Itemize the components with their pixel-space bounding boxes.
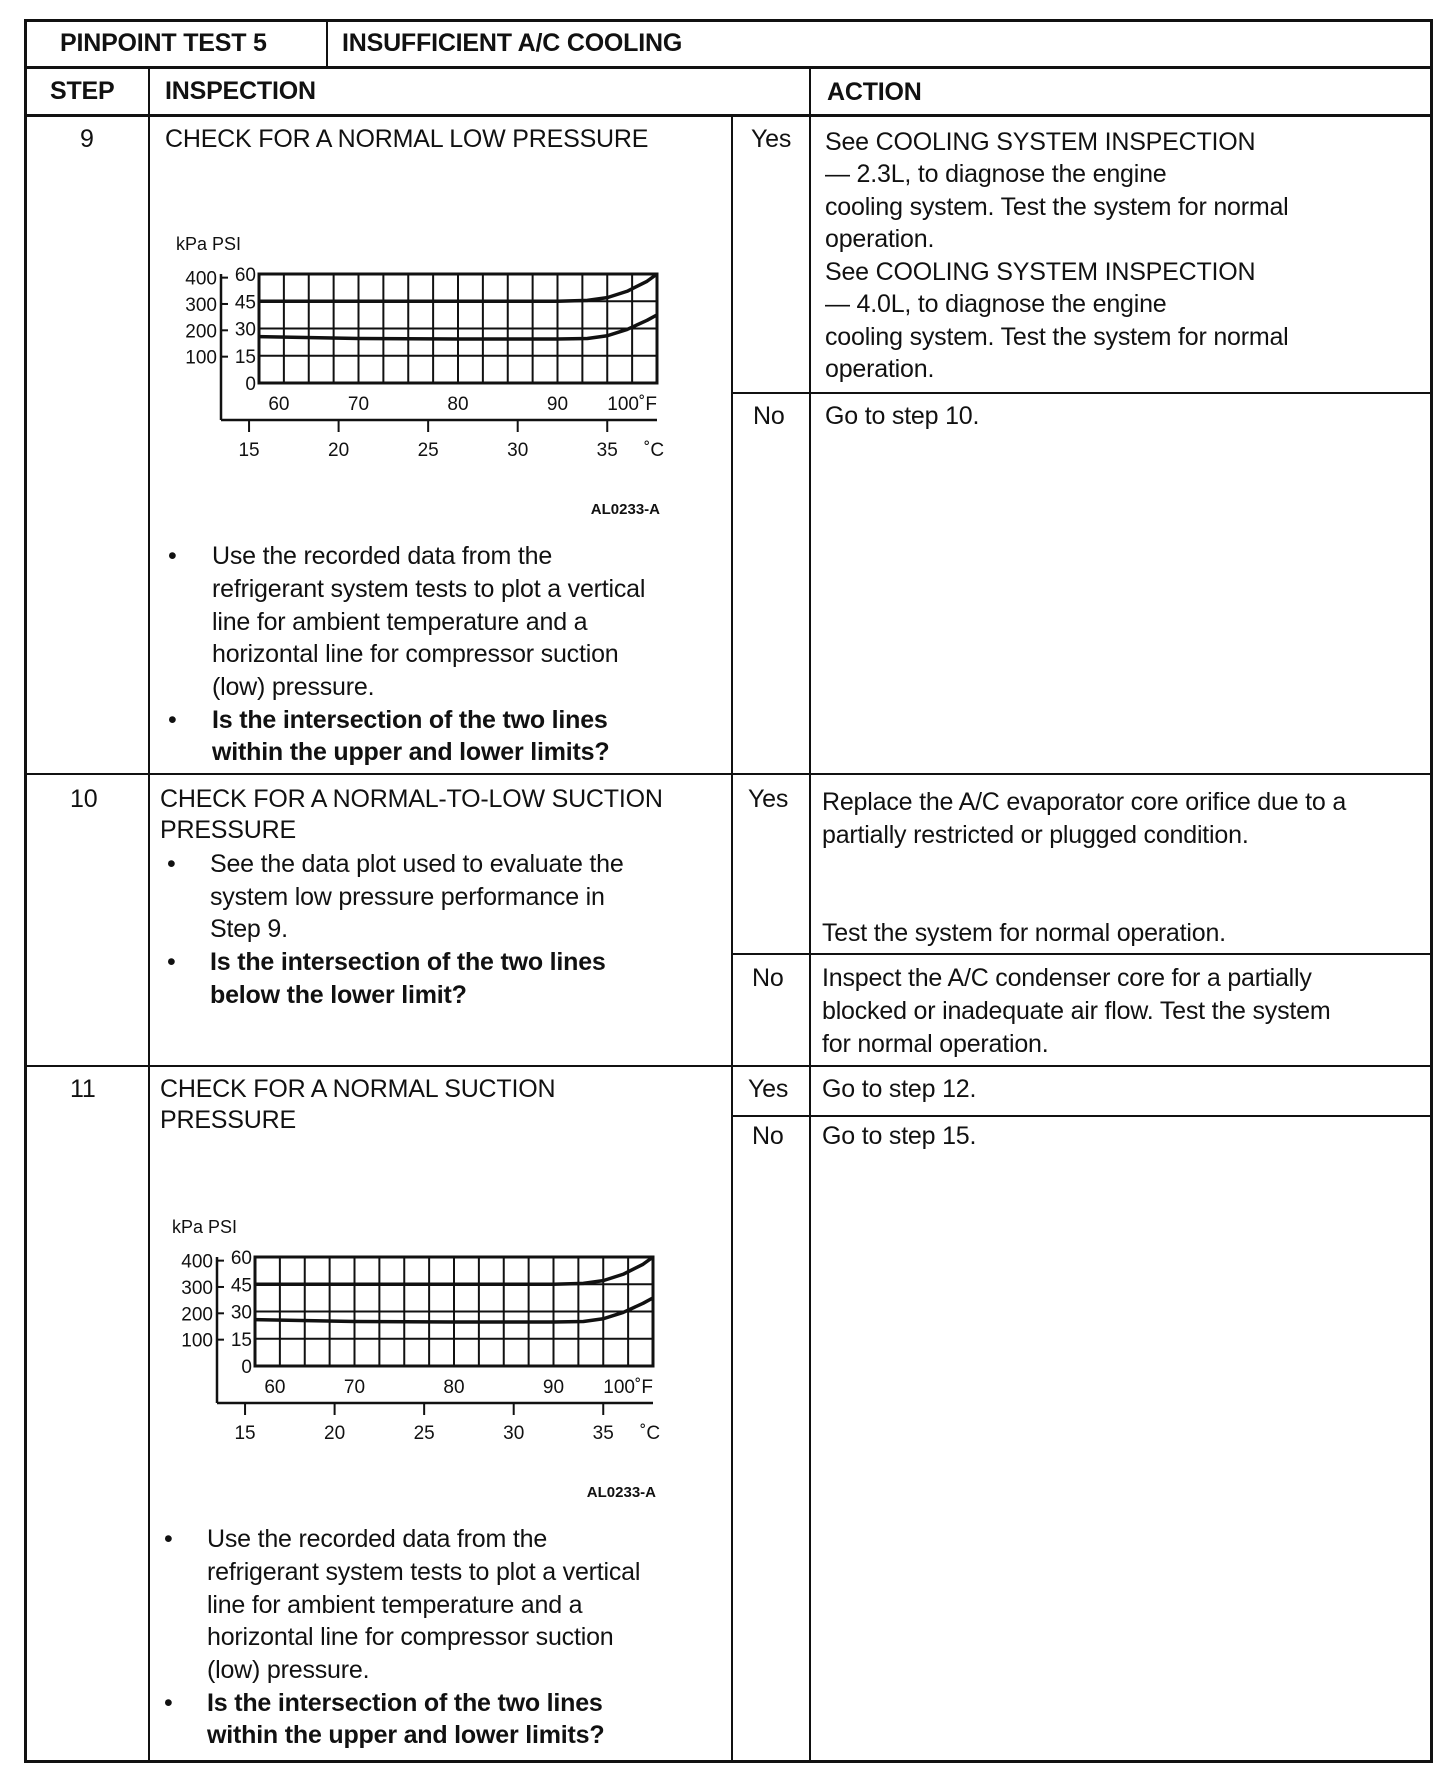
no-action-text: Inspect the A/C condenser core for a partially: [822, 964, 1312, 992]
inspection-column-divider: [731, 114, 733, 1760]
column-header-step: STEP: [50, 77, 115, 105]
bullet-icon: •: [167, 948, 176, 976]
psi-tick-label: 0: [245, 374, 256, 395]
psi-tick-label: 15: [230, 1329, 252, 1351]
psi-tick-label: 30: [230, 1302, 252, 1324]
step-number: 10: [70, 785, 98, 813]
yes-no-divider: [731, 953, 1430, 955]
step-column-divider: [148, 66, 150, 1760]
y-axis-label: kPa PSI: [172, 1217, 238, 1237]
no-action-text: for normal operation.: [822, 1030, 1049, 1058]
figure-id: AL0233-A: [590, 501, 660, 518]
yes-action-text: cooling system. Test the system for normal: [825, 323, 1289, 351]
no-action-text: Go to step 15.: [822, 1122, 977, 1150]
fahrenheit-tick-label: 100˚F: [603, 1377, 653, 1398]
yes-action-text: Go to step 12.: [822, 1075, 977, 1103]
celsius-tick-label: 20: [324, 1423, 346, 1444]
bullet-icon: •: [167, 850, 176, 878]
no-label: No: [752, 1122, 784, 1150]
fahrenheit-tick-label: 70: [347, 394, 370, 415]
kpa-tick-label: 400: [181, 1251, 213, 1273]
instruction-text: refrigerant system tests to plot a vertical: [207, 1558, 641, 1586]
instruction-text: horizontal line for compressor suction: [212, 640, 619, 668]
step-number: 9: [80, 125, 94, 153]
celsius-tick-label: 15: [234, 1423, 256, 1444]
fahrenheit-tick-label: 80: [443, 1377, 465, 1398]
psi-tick-label: 30: [234, 319, 256, 341]
step-number: 11: [70, 1075, 96, 1103]
celsius-tick-label: 25: [413, 1423, 435, 1444]
kpa-tick-label: 100: [185, 347, 217, 369]
no-action-text: blocked or inadequate air flow. Test the system: [822, 997, 1331, 1025]
yes-no-divider: [731, 1115, 1430, 1117]
instruction-text: refrigerant system tests to plot a vertical: [212, 575, 646, 603]
psi-tick-label: 60: [230, 1248, 252, 1269]
fahrenheit-tick-label: 90: [542, 1377, 565, 1398]
psi-tick-label: 15: [234, 346, 256, 368]
yes-label: Yes: [748, 1075, 789, 1103]
bullet-icon: •: [168, 706, 177, 734]
pressure-temperature-chart: [156, 1203, 716, 1503]
fahrenheit-tick-label: 70: [343, 1377, 366, 1398]
kpa-tick-label: 200: [181, 1304, 213, 1326]
question-text: within the upper and lower limits?: [212, 738, 610, 766]
yes-action-text: partially restricted or plugged condition.: [822, 821, 1249, 849]
psi-tick-label: 0: [241, 1357, 252, 1378]
yes-action-text: Replace the A/C evaporator core orifice due to a: [822, 788, 1347, 816]
celsius-tick-label: 35: [592, 1423, 614, 1444]
celsius-tick-label: 30: [507, 440, 529, 461]
question-text: Is the intersection of the two lines: [212, 706, 608, 734]
fahrenheit-tick-label: 100˚F: [607, 394, 657, 415]
question-text: within the upper and lower limits?: [207, 1721, 605, 1749]
yes-label: Yes: [748, 785, 789, 813]
instruction-text: horizontal line for compressor suction: [207, 1623, 614, 1651]
question-text: Is the intersection of the two lines: [207, 1689, 603, 1717]
y-axis-label: kPa PSI: [176, 234, 242, 254]
celsius-unit-label: ˚C: [644, 440, 665, 461]
yes-no-divider: [731, 392, 1430, 394]
table-border-right: [1430, 19, 1433, 1763]
instruction-text: system low pressure performance in: [210, 883, 605, 911]
step-title: PRESSURE: [160, 816, 296, 844]
no-label: No: [752, 964, 784, 992]
yes-action-text: operation.: [825, 355, 935, 383]
action-column-divider: [809, 66, 811, 1760]
pinpoint-test-label: PINPOINT TEST 5: [60, 29, 267, 57]
column-header-inspection: INSPECTION: [165, 77, 316, 105]
celsius-tick-label: 20: [328, 440, 350, 461]
header-cell-divider: [326, 19, 328, 67]
row-divider: [24, 1065, 1430, 1067]
psi-tick-label: 60: [234, 265, 256, 286]
yes-action-text: — 4.0L, to diagnose the engine: [825, 290, 1167, 318]
step-title: CHECK FOR A NORMAL LOW PRESSURE: [165, 125, 649, 153]
step-title: CHECK FOR A NORMAL SUCTION: [160, 1075, 556, 1103]
step-title: PRESSURE: [160, 1106, 296, 1134]
instruction-text: (low) pressure.: [212, 673, 375, 701]
fahrenheit-tick-label: 90: [546, 394, 569, 415]
instruction-text: See the data plot used to evaluate the: [210, 850, 624, 878]
yes-action-text: operation.: [825, 225, 935, 253]
instruction-text: (low) pressure.: [207, 1656, 370, 1684]
no-label: No: [753, 402, 785, 430]
figure-id: AL0233-A: [586, 1484, 656, 1501]
header-divider: [24, 114, 1430, 117]
question-text: below the lower limit?: [210, 981, 467, 1009]
instruction-text: line for ambient temperature and a: [207, 1591, 583, 1619]
psi-tick-label: 45: [230, 1275, 252, 1297]
bullet-icon: •: [164, 1525, 173, 1553]
celsius-unit-label: ˚C: [640, 1423, 661, 1444]
kpa-tick-label: 100: [181, 1330, 213, 1352]
no-action-text: Go to step 10.: [825, 402, 980, 430]
yes-action-text: cooling system. Test the system for normal: [825, 193, 1289, 221]
psi-tick-label: 45: [234, 292, 256, 314]
bullet-icon: •: [168, 542, 177, 570]
fahrenheit-tick-label: 80: [447, 394, 469, 415]
fahrenheit-tick-label: 60: [264, 1377, 286, 1398]
celsius-tick-label: 30: [503, 1423, 525, 1444]
yes-action-text: See COOLING SYSTEM INSPECTION: [825, 258, 1256, 286]
celsius-tick-label: 35: [596, 440, 618, 461]
pressure-temperature-chart: [160, 220, 720, 520]
step-title: CHECK FOR A NORMAL-TO-LOW SUCTION: [160, 785, 663, 813]
celsius-tick-label: 15: [238, 440, 260, 461]
yes-action-text: See COOLING SYSTEM INSPECTION: [825, 128, 1256, 156]
question-text: Is the intersection of the two lines: [210, 948, 606, 976]
kpa-tick-label: 300: [185, 294, 217, 316]
instruction-text: Use the recorded data from the: [212, 542, 553, 570]
kpa-tick-label: 400: [185, 268, 217, 290]
yes-label: Yes: [751, 125, 792, 153]
yes-action-text: — 2.3L, to diagnose the engine: [825, 160, 1167, 188]
header-divider: [24, 66, 1430, 69]
table-border-bottom: [24, 1760, 1432, 1763]
bullet-icon: •: [164, 1689, 173, 1717]
celsius-tick-label: 25: [417, 440, 439, 461]
instruction-text: Step 9.: [210, 915, 288, 943]
table-border-top: [24, 19, 1430, 22]
instruction-text: Use the recorded data from the: [207, 1525, 548, 1553]
row-divider: [24, 773, 1430, 775]
column-header-action: ACTION: [827, 78, 922, 106]
table-border-left: [24, 19, 27, 1760]
kpa-tick-label: 200: [185, 321, 217, 343]
instruction-text: line for ambient temperature and a: [212, 608, 588, 636]
kpa-tick-label: 300: [181, 1277, 213, 1299]
yes-action-text: Test the system for normal operation.: [822, 919, 1226, 947]
pinpoint-test-title: INSUFFICIENT A/C COOLING: [342, 29, 683, 57]
fahrenheit-tick-label: 60: [268, 394, 290, 415]
